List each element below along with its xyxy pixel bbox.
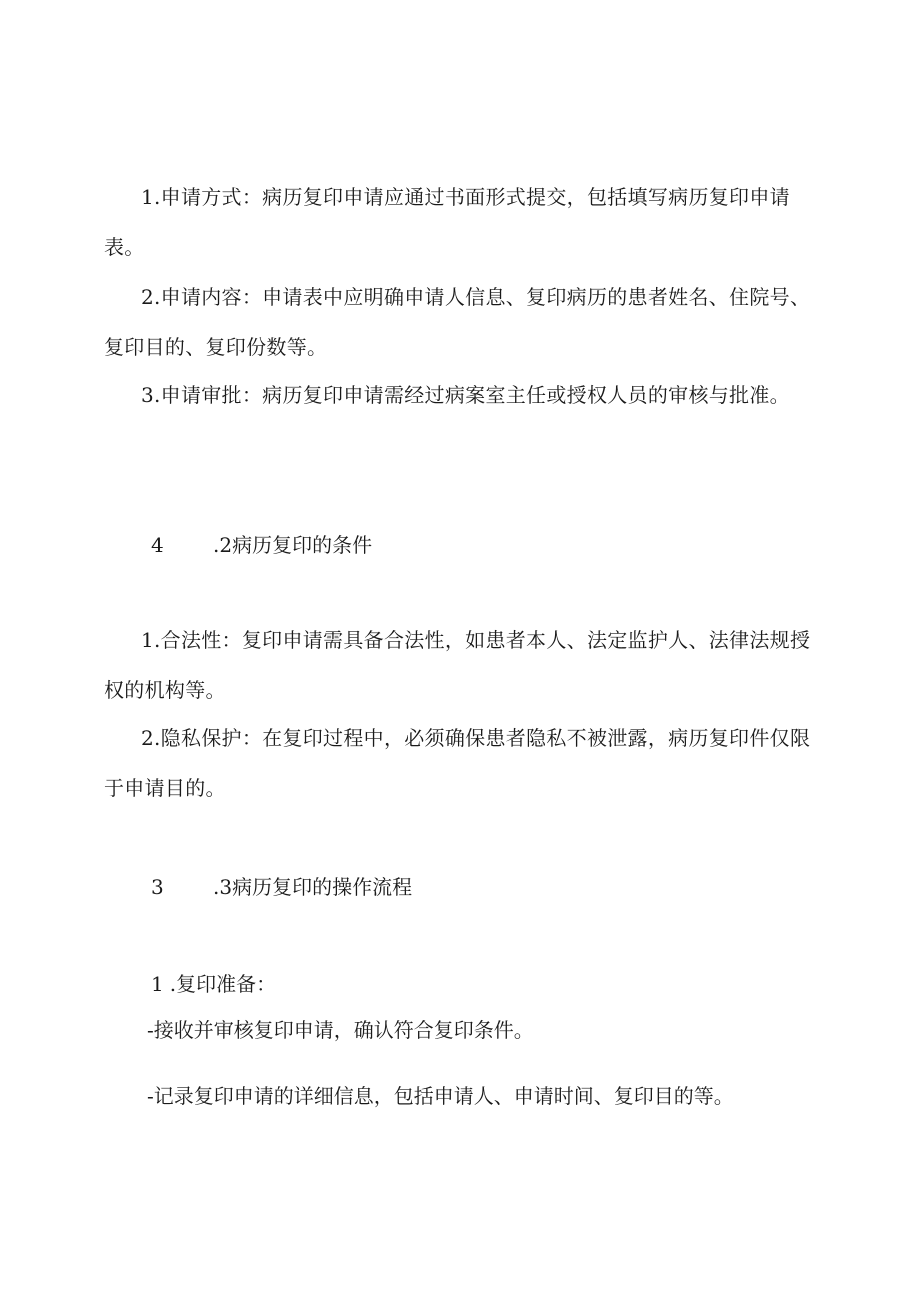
heading-number: 4 [151,533,164,557]
paragraph-legality [104,615,820,715]
section-heading-procedure [151,872,412,902]
item-number: 3 [140,383,154,407]
paragraph-application-approval [104,370,820,420]
item-text: .隐私保护：在复印过程中，必须确保患者隐私不被泄露，病历复印件仅限于申请目的。 [104,726,811,800]
step-text: .复印准备： [169,972,277,996]
heading-text: .3病历复印的操作流程 [213,875,413,899]
item-number: 1 [140,628,154,652]
paragraph-privacy [104,713,820,813]
item-number: 1 [140,185,154,209]
bullet-record-details [147,1081,734,1111]
item-text: .申请内容：申请表中应明确申请人信息、复印病历的患者姓名、住院号、复印目的、复印份数等。 [104,285,811,359]
heading-number: 3 [151,875,164,899]
item-number: 2 [140,726,154,750]
bullet-text: -接收并审核复印申请，确认符合复印条件。 [147,1018,534,1042]
heading-text: .2病历复印的条件 [213,533,373,557]
section-heading-conditions [151,530,372,560]
step-preparation [151,969,276,999]
paragraph-application-content [104,272,820,372]
step-number: 1 [151,972,164,996]
paragraph-application-method [104,172,820,272]
item-text: .申请方式：病历复印申请应通过书面形式提交，包括填写病历复印申请表。 [104,185,790,259]
bullet-review-application [147,1015,534,1045]
item-text: .申请审批：病历复印申请需经过病案室主任或授权人员的审核与批准。 [154,383,790,407]
item-text: .合法性：复印申请需具备合法性，如患者本人、法定监护人、法律法规授权的机构等。 [104,628,811,702]
item-number: 2 [140,285,154,309]
bullet-text: -记录复印申请的详细信息，包括申请人、申请时间、复印目的等。 [147,1084,734,1108]
